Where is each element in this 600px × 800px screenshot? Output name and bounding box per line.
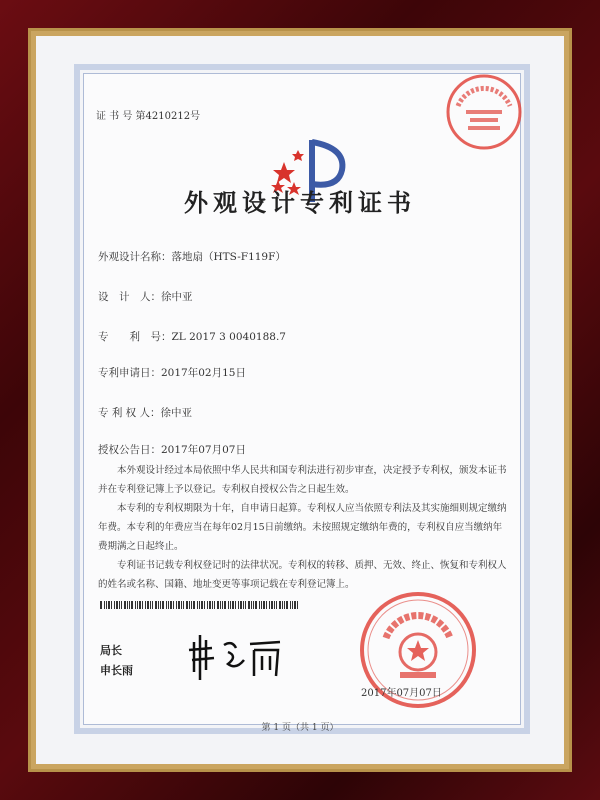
- body-paragraph-2: 本专利的专利权期限为十年，自申请日起算。专利权人应当依照专利法及其实施细则规定缴纳年费。本专利的年费应当在每年02月15日前缴纳。未按照规定缴纳年费的，专利权自应当缴纳年费期满之日起终止。: [98, 503, 507, 552]
- grant-date-field: 授权公告日：2017年07月07日: [98, 444, 246, 456]
- certificate-body: [98, 461, 510, 594]
- body-paragraph-1: 本外观设计经过本局依照中华人民共和国专利法进行初步审查，决定授予专利权，颁发本证书并在专利登记簿上予以登记。专利权自授权公告之日起生效。: [98, 465, 507, 495]
- certificate-number: 证 书 号 第4210212号: [96, 111, 201, 122]
- seal-date: 2017年07月07日: [361, 688, 442, 699]
- body-paragraph-3: 专利证书记载专利权登记时的法律状况。专利权的转移、质押、无效、终止、恢复和专利权人的姓名或名称、国籍、地址变更等事项记载在专利登记簿上。: [98, 560, 507, 590]
- gold-frame-edge: [28, 28, 572, 772]
- director-signature-icon: [184, 630, 284, 685]
- design-name-field: 外观设计名称：落地扇（HTS-F119F）: [98, 251, 286, 263]
- director-title: 局长: [100, 644, 122, 657]
- patent-number-field: 专 利 号：ZL 2017 3 0040188.7: [98, 331, 286, 343]
- barcode-icon: [100, 601, 300, 609]
- patentee-field: 专 利 权 人：徐中亚: [98, 407, 193, 419]
- designer-field: 设 计 人：徐中亚: [98, 291, 193, 303]
- certificate-title: 外观设计专利证书: [184, 188, 416, 217]
- page-number: 第 1 页（共 1 页）: [261, 723, 339, 733]
- director-name: 申长雨: [100, 664, 133, 677]
- certificate-paper: [36, 36, 564, 764]
- filing-date-field: 专利申请日：2017年02月15日: [98, 367, 246, 379]
- agency-seal-icon: [444, 72, 524, 152]
